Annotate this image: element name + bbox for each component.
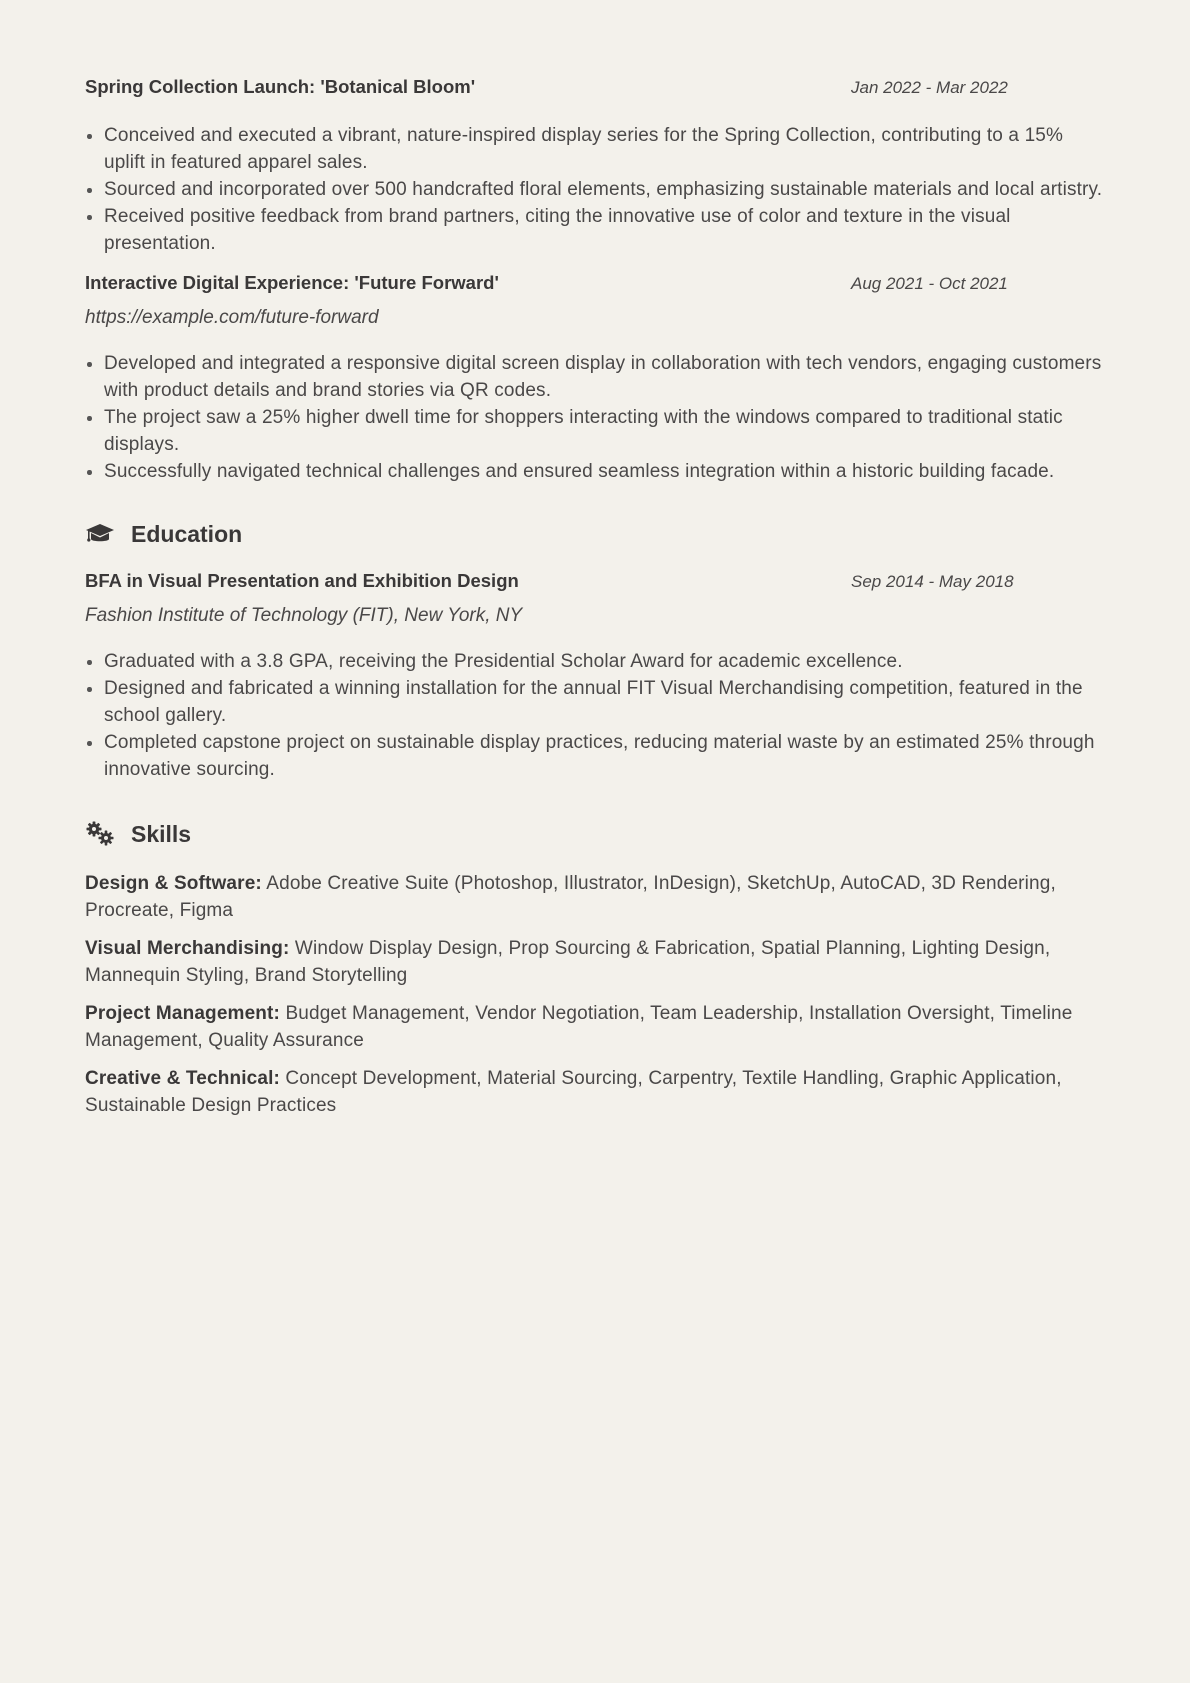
skill-group-label: Creative & Technical: — [85, 1068, 280, 1089]
project-title: Spring Collection Launch: 'Botanical Bloom' — [85, 76, 476, 97]
education-dates: Sep 2014 - May 2018 — [851, 572, 1014, 591]
section-header — [85, 819, 1105, 849]
bullet-item: Successfully navigated technical challenges and ensured seamless integration within a historic building facade. — [85, 458, 1105, 485]
bullet-item: The project saw a 25% higher dwell time for shoppers interacting with the windows compared to traditional static displays. — [85, 404, 1105, 458]
project-header — [85, 272, 1105, 294]
project-dates: Aug 2021 - Oct 2021 — [851, 274, 1008, 293]
project-entry — [85, 272, 1105, 485]
skill-group-items: Budget Management, Vendor Negotiation, Team Leadership, Installation Oversight, Timeline Management, Quality Assurance — [85, 1003, 1073, 1051]
skill-group — [85, 935, 1105, 989]
education-section — [85, 519, 1105, 783]
skill-group-label: Project Management: — [85, 1003, 281, 1024]
project-bullets — [85, 350, 1105, 485]
education-bullets — [85, 648, 1105, 783]
project-dates: Jan 2022 - Mar 2022 — [851, 78, 1008, 97]
skill-group — [85, 1065, 1105, 1119]
section-header — [85, 519, 1105, 549]
skill-group-items: Window Display Design, Prop Sourcing & Fabrication, Spatial Planning, Lighting Design, Mannequin Styling, Brand Storytelling — [85, 938, 1051, 986]
graduation-cap-icon — [85, 522, 115, 546]
skill-group — [85, 870, 1105, 924]
section-title: Education — [131, 520, 243, 547]
bullet-item: Completed capstone project on sustainable display practices, reducing material waste by an estimated 25% through innovative sourcing. — [85, 729, 1105, 783]
skill-group-items: Adobe Creative Suite (Photoshop, Illustrator, InDesign), SketchUp, AutoCAD, 3D Rendering, Procreate, Figma — [85, 873, 1056, 921]
resume-page — [85, 76, 1105, 1119]
skills-section — [85, 819, 1105, 1119]
project-bullets — [85, 122, 1105, 257]
gears-icon — [85, 821, 115, 847]
skill-group-items: Concept Development, Material Sourcing, Carpentry, Textile Handling, Graphic Application, Sustainable Design Practices — [85, 1068, 1062, 1116]
bullet-item: Received positive feedback from brand partners, citing the innovative use of color and texture in the visual presentation. — [85, 203, 1105, 257]
project-title: Interactive Digital Experience: 'Future Forward' — [85, 272, 499, 293]
bullet-item: Developed and integrated a responsive digital screen display in collaboration with tech vendors, engaging customers with product details and brand stories via QR codes. — [85, 350, 1105, 404]
degree-title: BFA in Visual Presentation and Exhibition Design — [85, 570, 519, 591]
project-header — [85, 76, 1105, 98]
skill-group-label: Design & Software: — [85, 873, 262, 894]
education-header — [85, 570, 1105, 592]
bullet-item: Sourced and incorporated over 500 handcrafted floral elements, emphasizing sustainable materials and local artistry. — [85, 176, 1105, 203]
bullet-item: Designed and fabricated a winning installation for the annual FIT Visual Merchandising competition, featured in the school gallery. — [85, 675, 1105, 729]
project-entry — [85, 76, 1105, 257]
project-link[interactable]: https://example.com/future-forward — [85, 307, 379, 328]
section-title: Skills — [131, 820, 192, 847]
bullet-item: Conceived and executed a vibrant, nature-inspired display series for the Spring Collection, contributing to a 15% uplift in featured apparel sales. — [85, 122, 1105, 176]
education-entry — [85, 570, 1105, 783]
skill-group — [85, 1000, 1105, 1054]
bullet-item: Graduated with a 3.8 GPA, receiving the Presidential Scholar Award for academic excellence. — [85, 648, 1105, 675]
school-name: Fashion Institute of Technology (FIT), New York, NY — [85, 605, 523, 626]
skill-group-label: Visual Merchandising: — [85, 938, 290, 959]
